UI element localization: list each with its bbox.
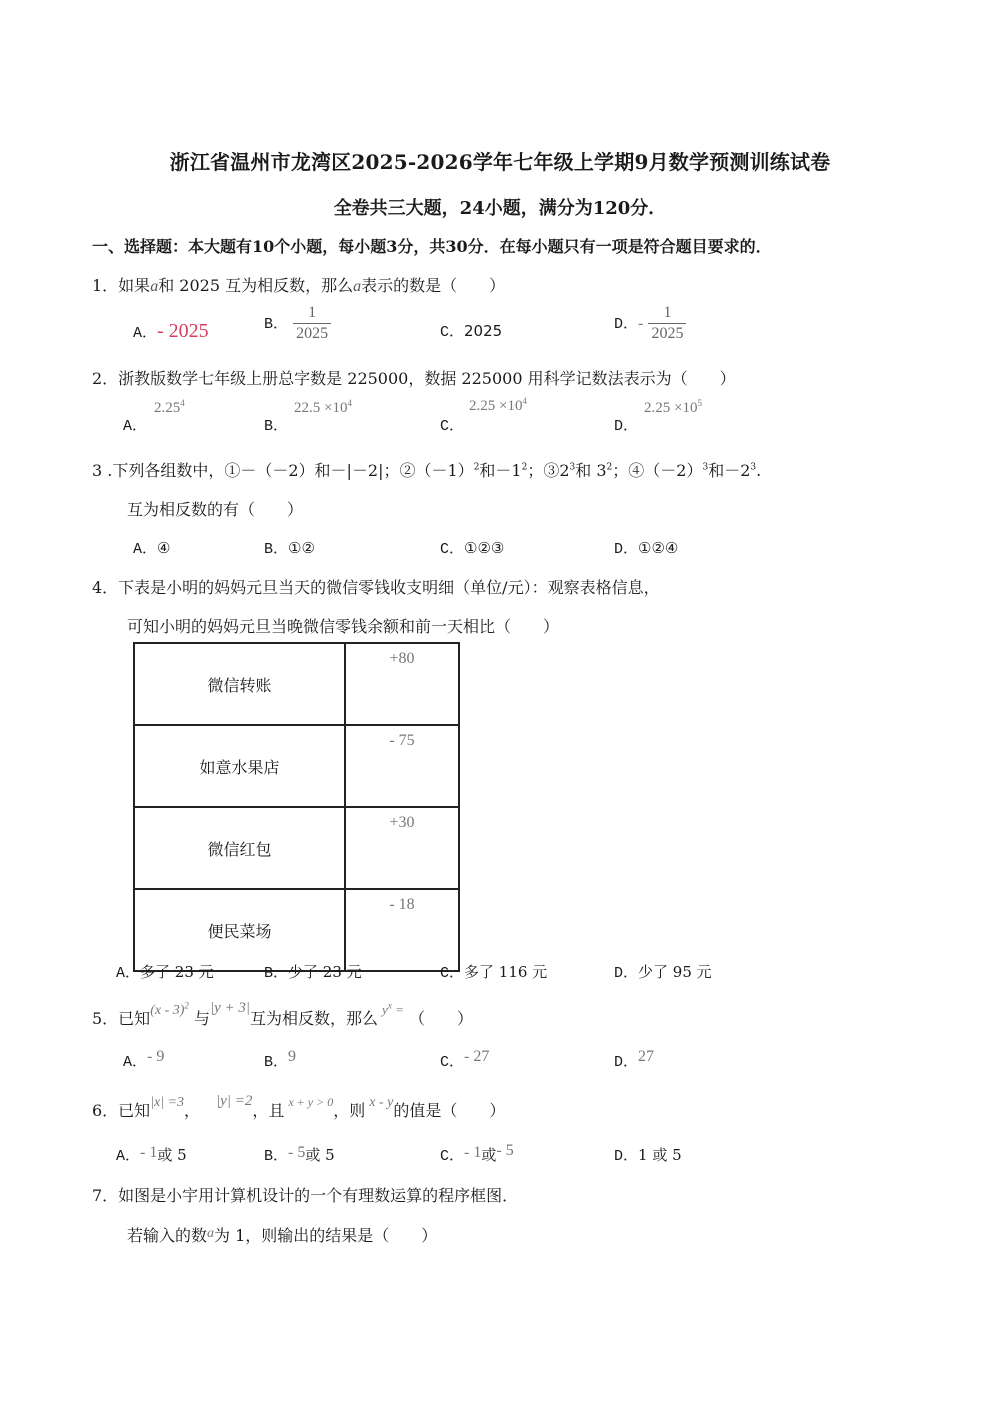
option-text: 2025 (464, 322, 503, 340)
q5-post: （ ） (408, 1009, 473, 1028)
question-2-stem: 2．浙教版数学七年级上册总字数是 225000，数据 225000 用科学记数法表示为（ ） (92, 369, 736, 388)
denominator: 2025 (296, 325, 329, 342)
formula-4: x - y (369, 1095, 394, 1110)
formula-1: |x| =3 (150, 1095, 185, 1110)
q7-pre: 若输入的数 (127, 1226, 208, 1245)
base: 2.25 ×10 (644, 400, 698, 416)
base: 22.5 ×10 (294, 400, 348, 416)
q1-var: a (150, 278, 159, 295)
option-label: A． (123, 1054, 148, 1071)
option-label: C． (440, 324, 465, 341)
table-row (134, 807, 459, 889)
item-cell: 微信转账 (134, 643, 345, 725)
q3-part: 和－1 (479, 461, 522, 480)
option-label: B． (264, 541, 289, 558)
exponent: 2 (606, 462, 613, 473)
option-label: B． (264, 1148, 289, 1165)
formula-3: x + y > 0 (288, 1095, 334, 1109)
q5-option-a[interactable] (123, 1050, 164, 1071)
q7-post: 为 1，则输出的结果是（ ） (214, 1226, 438, 1245)
option-label: A． (133, 541, 158, 558)
exponent: 3 (569, 462, 576, 473)
q6-option-d[interactable] (614, 1144, 682, 1165)
exponent: 2 (521, 462, 528, 473)
question-6-stem (92, 1093, 506, 1121)
equals: = (391, 1002, 404, 1017)
option-text: ①②③ (464, 539, 505, 557)
option-label: A． (116, 1148, 141, 1165)
table-row (134, 725, 459, 807)
exponent: 4 (180, 398, 185, 408)
fraction (293, 305, 331, 342)
exponent: 4 (522, 396, 527, 406)
exponent: 3 (750, 462, 757, 473)
q3-option-c[interactable] (440, 537, 504, 558)
option-text: 或 (481, 1146, 497, 1164)
q6-option-b[interactable] (264, 1144, 335, 1165)
exponent: 5 (697, 398, 702, 408)
item-cell: 微信红包 (134, 807, 345, 889)
q5-mid2: 互为相反数，那么 (250, 1009, 379, 1028)
option-text: 9 (288, 1048, 297, 1065)
formula-text: y (382, 1002, 388, 1017)
q3-part: 和 3 (575, 461, 607, 480)
amount-cell: - 75 (345, 725, 459, 807)
q2-option-b[interactable]: B． (264, 418, 289, 435)
item-cell: 便民菜场 (134, 889, 345, 971)
q1-post: 表示的数是（ ） (361, 276, 506, 295)
question-7-line1: 7．如图是小宇用计算机设计的一个有理数运算的程序框图． (92, 1186, 519, 1205)
option-text: - 27 (464, 1048, 490, 1065)
q2-option-c[interactable]: C． (440, 418, 465, 435)
option-text: 少了 95 元 (638, 963, 712, 981)
option-label: A． (133, 325, 158, 342)
q4-option-d[interactable] (614, 961, 712, 982)
q1-option-d[interactable] (614, 305, 686, 342)
wechat-transactions-table (133, 642, 460, 972)
question-1-stem (92, 273, 505, 296)
formula-text: (x - 3) (150, 1003, 185, 1018)
option-label: C． (440, 965, 465, 982)
option-label: D． (614, 541, 639, 558)
q2-option-c-value (469, 396, 527, 415)
table-row (134, 643, 459, 725)
q6-option-a[interactable] (116, 1144, 187, 1165)
q4-option-b[interactable] (264, 961, 362, 982)
option-label: C． (440, 1148, 465, 1165)
q1-mid: 和 2025 互为相反数，那么 (158, 276, 354, 295)
option-text: 少了 23 元 (288, 963, 362, 981)
q6-option-c[interactable] (440, 1144, 514, 1165)
highlighted-answer: - 2025 (157, 320, 209, 342)
exam-subtitle: 全卷共三大题，24小题，满分为120分． (333, 198, 667, 219)
q7-var: a (207, 1226, 215, 1241)
option-text: 多了 23 元 (140, 963, 214, 981)
option-text: ①②④ (638, 539, 679, 557)
option-label: C． (440, 541, 465, 558)
exponent: 2 (184, 1000, 189, 1011)
q3-part: 3 .下列各组数中，①－（－2）和－|－2|；②（－1） (92, 461, 474, 480)
option-label: B． (264, 316, 289, 333)
q3-option-a[interactable] (133, 537, 170, 558)
q2-option-b-value (294, 398, 352, 417)
option-text: 或 5 (305, 1146, 335, 1164)
exponent: 2 (473, 462, 480, 473)
formula-2: |y + 3| (210, 1000, 251, 1016)
formula-1 (150, 1000, 189, 1018)
q3-part: 和－2 (708, 461, 751, 480)
denominator: 2025 (651, 325, 684, 342)
q5-option-d[interactable] (614, 1050, 654, 1071)
option-text: - 9 (147, 1048, 165, 1065)
q1-option-a[interactable] (133, 320, 209, 343)
numerator: 1 (648, 305, 686, 324)
question-5-stem (92, 1000, 473, 1029)
fraction (648, 305, 686, 342)
formula-3 (382, 1002, 404, 1017)
q3-part: ；③2 (527, 461, 570, 480)
question-4-line2: 可知小明的妈妈元旦当晚微信零钱余额和前一天相比（ ） (127, 617, 560, 636)
separator: ，且 (252, 1101, 285, 1120)
option-math-2: - 5 (496, 1142, 514, 1159)
q3-part: ；④（－2） (612, 461, 703, 480)
amount-cell: +80 (345, 643, 459, 725)
q3-option-d[interactable] (614, 537, 678, 558)
option-label: A． (116, 965, 141, 982)
option-label: D． (614, 965, 639, 982)
option-text: 1 或 5 (638, 1146, 682, 1164)
option-text: 或 5 (157, 1146, 187, 1164)
q2-option-a[interactable]: A． (123, 418, 148, 435)
option-label: D． (614, 1148, 639, 1165)
q3-option-b[interactable] (264, 537, 315, 558)
option-label: B． (264, 1054, 289, 1071)
separator: ， (184, 1101, 201, 1120)
minus-sign: - (638, 315, 644, 332)
q5-pre: 5．已知 (92, 1009, 151, 1028)
amount-cell: - 18 (345, 889, 459, 971)
exponent: 4 (347, 398, 352, 408)
q1-pre: 1．如果 (92, 276, 151, 295)
question-7-line2 (127, 1223, 437, 1246)
base: 2.25 ×10 (469, 398, 523, 414)
formula-2: |y| =2 (216, 1093, 253, 1109)
option-text: ④ (157, 539, 171, 557)
option-text: ①② (288, 539, 315, 557)
q1-var2: a (353, 278, 362, 295)
q5-option-c[interactable] (440, 1050, 489, 1071)
q4-option-a[interactable] (116, 961, 214, 982)
q5-option-b[interactable] (264, 1050, 296, 1071)
option-label: D． (614, 316, 639, 333)
option-label: C． (440, 1054, 465, 1071)
q3-part: . (756, 461, 762, 480)
option-math: - 1 (464, 1144, 482, 1161)
table-row (134, 889, 459, 971)
q5-mid: 与 (193, 1009, 210, 1028)
item-cell: 如意水果店 (134, 725, 345, 807)
q6-pre: 6．已知 (92, 1101, 151, 1120)
q2-option-a-value (154, 398, 185, 417)
q2-option-d-value (644, 398, 702, 417)
option-label: B． (264, 965, 289, 982)
base: 2.25 (154, 400, 181, 416)
exam-title: 浙江省温州市龙湾区2025-2026学年七年级上学期9月数学预测训练试卷 (169, 150, 831, 174)
question-4-line1: 4．下表是小明的妈妈元旦当天的微信零钱收支明细（单位/元）：观察表格信息， (92, 578, 660, 597)
question-3-line2: 互为相反数的有（ ） (127, 500, 304, 519)
option-label: D． (614, 1054, 639, 1071)
question-3-stem (92, 458, 761, 481)
q4-option-c[interactable] (440, 961, 547, 982)
separator: ，则 (333, 1101, 366, 1120)
exponent: 3 (702, 462, 709, 473)
q1-option-c[interactable] (440, 320, 502, 341)
amount-cell: +30 (345, 807, 459, 889)
q6-post: 的值是（ ） (393, 1101, 506, 1120)
q2-option-d[interactable]: D． (614, 418, 639, 435)
option-text: 27 (638, 1048, 655, 1065)
option-text: 多了 116 元 (464, 963, 548, 981)
numerator: 1 (293, 305, 331, 324)
exponent: x (387, 1000, 392, 1011)
section-heading: 一、选择题：本大题有10个小题，每小题3分，共30分．在每小题只有一项是符合题目要求的． (92, 237, 772, 256)
option-math: - 1 (140, 1144, 158, 1161)
q1-option-b[interactable] (264, 305, 331, 342)
option-math: - 5 (288, 1144, 306, 1161)
